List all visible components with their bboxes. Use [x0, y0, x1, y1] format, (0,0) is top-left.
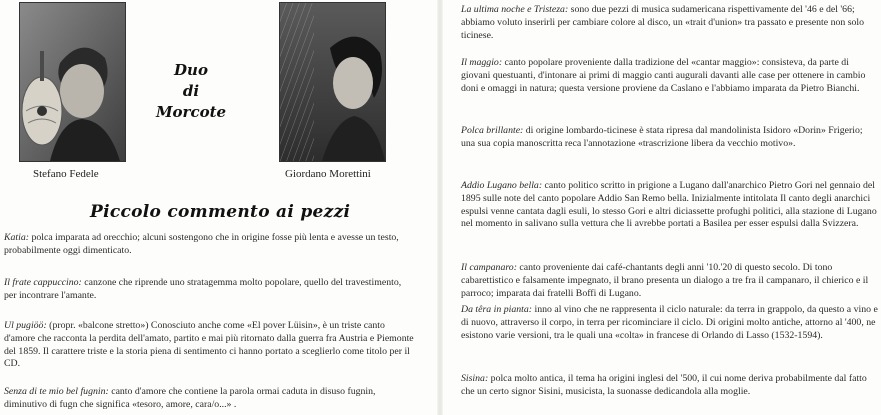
song-description: (propr. «balcone stretto») Conosciuto anche come «El pover Lüisin», è un triste canto d'amore che racconta la perdita dell'amato, partito e mai più ritornato dalla guerra fra Austria e Piemonte del 1859. Il carattere triste e la storia piena di sentimento ci hanno portato a sceglierlo come titolo per il CD. [4, 320, 414, 370]
song-title: Il frate cappuccino: [4, 277, 82, 288]
song-note [461, 180, 879, 231]
photo-guitar-player [279, 2, 386, 162]
ensemble-title-line: di [182, 82, 200, 100]
song-note [461, 57, 879, 95]
song-note [4, 277, 414, 303]
photo-caption: Stefano Fedele [33, 168, 99, 180]
song-description: canzone che riprende uno stratagemma molto popolare, quello del travestimento, per incontrare l'amante. [4, 277, 402, 301]
song-note [4, 320, 414, 371]
song-note [461, 304, 879, 342]
song-description: canto proveniente dai café-chantants degli anni '10.'20 di questo secolo. Di tono cabarettistico e falsamente impegnato, il brano presenta un dialogo a tre fra il campanaro, il chierico e il parroco; imparata dai fratelli Boffi di Lugano. [461, 262, 869, 299]
ensemble-title-line: Morcote [155, 103, 227, 121]
song-title: Katia: [4, 232, 30, 243]
song-title: Addio Lugano bella: [461, 180, 543, 191]
song-title: Senza di te mio bel fugnin: [4, 386, 109, 397]
song-description: polca molto antica, il tema ha origini inglesi del '500, il cui nome deriva probabilmente dal fatto che un certo signor Sisini, musicista, la suonasse dedicandola alla moglie. [461, 373, 867, 397]
song-title: Ul pugiöö: [4, 320, 47, 331]
ensemble-title-line: Duo [174, 61, 208, 79]
song-title: Il maggio: [461, 57, 503, 68]
song-title: Polca brillante: [461, 125, 524, 136]
song-note [461, 125, 879, 151]
song-description: canto politico scritto in prigione a Lugano dall'anarchico Pietro Gori nel gennaio del 1895 sulle note del canto popolare Addio San Remo bella. Inizialmente intitolata Il canto degli anarchici espulsi venne cantata dagli esuli, lo stesso Gori e altri diciassette profughi politici, alla stazione di Lugano nel momento in salivano sulla vettura che li avrebbe portati a Basilea per esser espulsi dalla Svizzera. [461, 180, 877, 230]
song-note [461, 4, 879, 42]
song-description: sono due pezzi di musica sudamericana rispettivamente del '46 e del '66; abbiamo voluto inserirli per cambiare colore al disco, un «trait d'union» tra passato e presente non solo ticinese. [461, 4, 865, 41]
song-note [461, 262, 879, 300]
section-title: Piccolo commento ai pezzi [90, 202, 351, 222]
song-title: Sisina: [461, 373, 489, 384]
song-title: La ultima noche e Tristeza: [461, 4, 569, 15]
song-title: Il campanaro: [461, 262, 517, 273]
song-note [4, 232, 414, 258]
song-description: canto popolare proveniente dalla tradizione del «cantar maggio»: consisteva, da parte di giovani questuanti, d'intonare ai primi di maggio canti augurali davanti alle case per ottenere in cambio doni e omaggi in natura; questa versione proviene da Caslano e l'abbiamo imparata da Pietro Bianchi. [461, 57, 866, 94]
song-description: di origine lombardo-ticinese è stata ripresa dal mandolinista Isidoro «Dorin» Frigerio; una sua copia manoscritta reca l'annotazione «trascrizione libera da vecchio motivo». [461, 125, 863, 149]
song-note [461, 373, 879, 399]
song-title: Da têra in pianta: [461, 304, 533, 315]
song-description: canto d'amore che contiene la parola ormai caduta in disuso fugnin, diminutivo di fugn che significa «tesoro, amore, cara/o...» . [4, 386, 376, 410]
song-description: inno al vino che ne rappresenta il ciclo naturale: da terra in grappolo, da questo a vino e di nuovo, attraverso il corpo, in terra per ricominciare il ciclo. Di origini molto antiche, attorno al '400, ne esistono varie versioni, tra le quali una «colta» in francese di Orlando di Lasso (1532-1594). [461, 304, 878, 341]
photo-caption: Giordano Morettini [285, 168, 371, 180]
song-description: polca imparata ad orecchio; alcuni sostengono che in origine fosse più lenta e avesse un testo, probabilmente oggi dimenticato. [4, 232, 399, 256]
photo-mandolin-player [19, 2, 126, 162]
ensemble-title [151, 60, 231, 123]
song-note [4, 386, 414, 412]
left-page [0, 0, 440, 415]
right-page [441, 0, 881, 415]
